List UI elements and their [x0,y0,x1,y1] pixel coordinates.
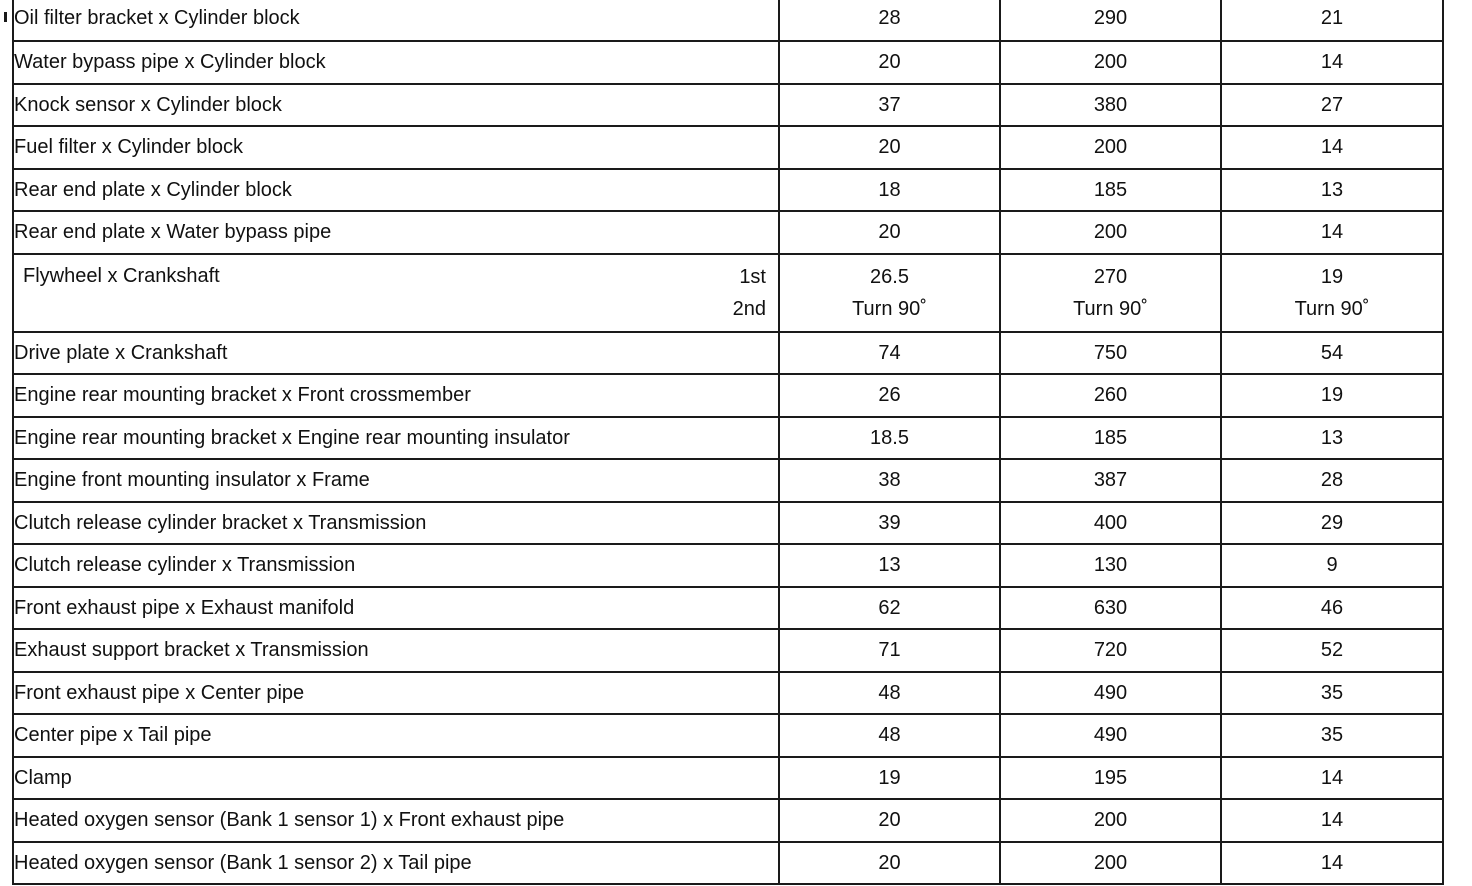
torque-value-1: 26 [779,374,1000,417]
torque-spec-table [12,0,1444,885]
table-row [13,672,1443,715]
torque-value-2: 720 [1000,629,1221,672]
torque-value-1: 37 [779,84,1000,127]
part-name: Front exhaust pipe x Exhaust manifold [13,587,779,630]
torque-value-2: 490 [1000,714,1221,757]
torque-value-1: 20 [779,799,1000,842]
torque-value-2: 750 [1000,332,1221,375]
torque-value-1: 18.5 [779,417,1000,460]
torque-value-1-second: Turn 90˚ [852,297,927,320]
part-name: Engine front mounting insulator x Frame [13,459,779,502]
torque-value-1: 38 [779,459,1000,502]
margin-mark [4,12,7,22]
torque-value-2: 195 [1000,757,1221,800]
torque-value-1: 28 [779,0,1000,41]
part-name: Engine rear mounting bracket x Engine rear mounting insulator [13,417,779,460]
part-name: Knock sensor x Cylinder block [13,84,779,127]
torque-value-3: 21 [1221,0,1443,41]
table-row [13,126,1443,169]
torque-value-2: 200 [1000,211,1221,254]
torque-value-1: 74 [779,332,1000,375]
torque-value-3: 14 [1221,799,1443,842]
torque-value-2: 400 [1000,502,1221,545]
step-label-first: 1st [739,265,766,288]
table-row [13,374,1443,417]
part-name: Drive plate x Crankshaft [13,332,779,375]
part-name: Rear end plate x Water bypass pipe [13,211,779,254]
torque-value-1: 48 [779,714,1000,757]
table-row [13,714,1443,757]
torque-value-1: 20 [779,842,1000,885]
table-row [13,799,1443,842]
torque-value-3: 54 [1221,332,1443,375]
table-row [13,417,1443,460]
torque-value-2: 130 [1000,544,1221,587]
part-name: Front exhaust pipe x Center pipe [13,672,779,715]
torque-value-3: 35 [1221,672,1443,715]
torque-value-3: 28 [1221,459,1443,502]
table-row [13,211,1443,254]
part-name: Clutch release cylinder bracket x Transmission [13,502,779,545]
torque-value-3: 13 [1221,417,1443,460]
torque-value-3: 14 [1221,757,1443,800]
torque-value-3: 13 [1221,169,1443,212]
part-cell [13,254,779,332]
torque-value-1: 13 [779,544,1000,587]
table-row [13,757,1443,800]
torque-spec-sheet [12,0,1442,878]
torque-value-2: 200 [1000,842,1221,885]
part-name: Water bypass pipe x Cylinder block [13,41,779,84]
torque-value-2-cell [1000,254,1221,332]
torque-value-1: 19 [779,757,1000,800]
part-name: Clutch release cylinder x Transmission [13,544,779,587]
torque-value-3: 29 [1221,502,1443,545]
torque-value-1: 62 [779,587,1000,630]
part-name: Engine rear mounting bracket x Front crossmember [13,374,779,417]
part-name: Flywheel x Crankshaft [23,264,220,287]
torque-value-3-cell [1221,254,1443,332]
part-name: Heated oxygen sensor (Bank 1 sensor 2) x Tail pipe [13,842,779,885]
table-row [13,842,1443,885]
torque-value-3: 14 [1221,126,1443,169]
torque-value-2: 200 [1000,126,1221,169]
torque-value-3: 14 [1221,842,1443,885]
part-name: Exhaust support bracket x Transmission [13,629,779,672]
part-name: Rear end plate x Cylinder block [13,169,779,212]
table-row [13,502,1443,545]
torque-value-2: 200 [1000,41,1221,84]
torque-value-2-first: 270 [1093,265,1128,288]
torque-value-2-second: Turn 90˚ [1073,297,1148,320]
part-name: Clamp [13,757,779,800]
table-row [13,629,1443,672]
table-row [13,459,1443,502]
table-row [13,544,1443,587]
torque-value-1: 71 [779,629,1000,672]
table-row [13,332,1443,375]
torque-value-1: 20 [779,41,1000,84]
torque-value-2: 630 [1000,587,1221,630]
torque-value-3: 9 [1221,544,1443,587]
part-name: Center pipe x Tail pipe [13,714,779,757]
torque-value-3: 19 [1221,374,1443,417]
torque-value-3: 46 [1221,587,1443,630]
step-label-second: 2nd [732,297,766,320]
table-row [13,84,1443,127]
torque-value-2: 200 [1000,799,1221,842]
torque-value-1-cell [779,254,1000,332]
torque-value-2: 260 [1000,374,1221,417]
torque-value-2: 380 [1000,84,1221,127]
torque-value-1: 20 [779,211,1000,254]
table-row [13,41,1443,84]
torque-value-2: 185 [1000,169,1221,212]
torque-value-2: 387 [1000,459,1221,502]
torque-value-1-first: 26.5 [870,265,909,288]
torque-value-3: 14 [1221,41,1443,84]
table-row [13,169,1443,212]
torque-value-2: 290 [1000,0,1221,41]
torque-value-3: 35 [1221,714,1443,757]
table-row [13,0,1443,41]
torque-value-3: 27 [1221,84,1443,127]
torque-value-1: 48 [779,672,1000,715]
torque-value-1: 18 [779,169,1000,212]
table-row [13,587,1443,630]
torque-value-3-first: 19 [1320,265,1344,288]
part-name: Fuel filter x Cylinder block [13,126,779,169]
part-name: Heated oxygen sensor (Bank 1 sensor 1) x Front exhaust pipe [13,799,779,842]
torque-value-2: 490 [1000,672,1221,715]
torque-value-1: 20 [779,126,1000,169]
part-name: Oil filter bracket x Cylinder block [13,0,779,41]
torque-value-3-second: Turn 90˚ [1294,297,1370,320]
torque-value-3: 14 [1221,211,1443,254]
torque-value-3: 52 [1221,629,1443,672]
table-row-multistep [13,254,1443,332]
torque-value-2: 185 [1000,417,1221,460]
torque-value-1: 39 [779,502,1000,545]
